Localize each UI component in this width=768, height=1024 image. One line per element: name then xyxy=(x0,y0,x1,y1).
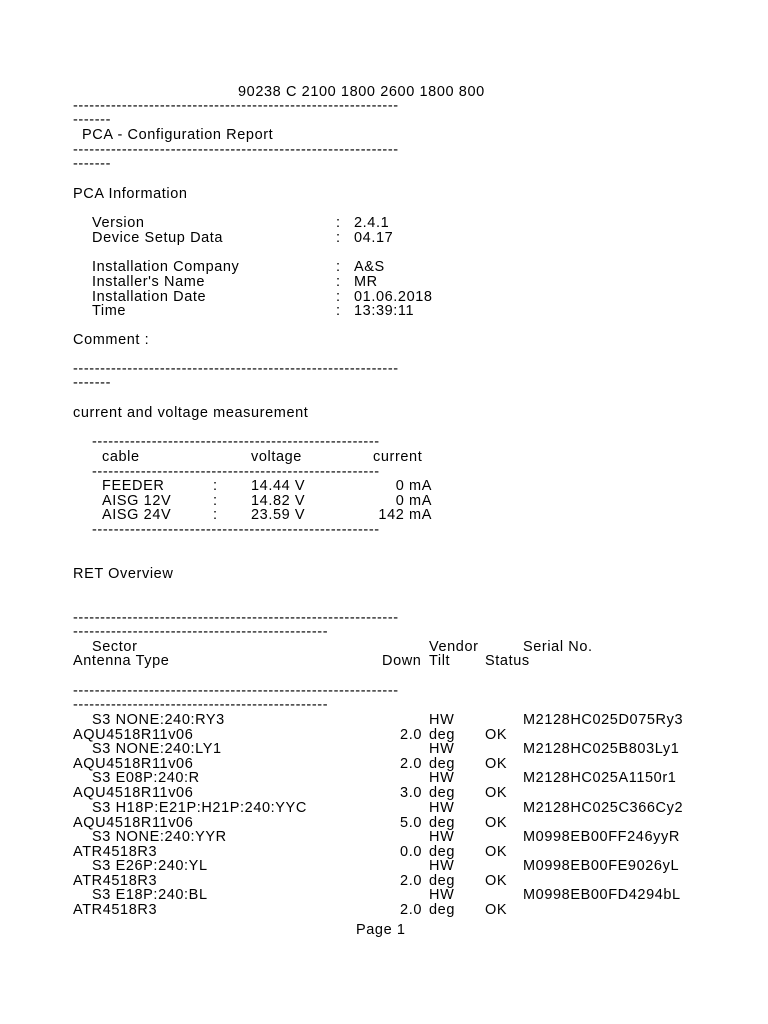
report-title: PCA - Configuration Report xyxy=(82,127,274,143)
tilt-unit: deg xyxy=(429,756,455,772)
voltage-value: 14.44 V xyxy=(251,478,306,494)
tilt-unit: deg xyxy=(429,902,455,918)
table-rule: ----------------------------------------------------- xyxy=(92,464,380,480)
voltage-value: 23.59 V xyxy=(251,507,306,523)
sector-name: S3 NONE:240:YYR xyxy=(92,829,227,845)
field-label: Time xyxy=(92,303,127,319)
field-label: Installation Date xyxy=(92,289,207,305)
sector-name: S3 E26P:240:YL xyxy=(92,858,208,874)
cell-separator: : xyxy=(213,507,218,523)
down-tilt-value: 0.0 xyxy=(400,844,422,860)
cable-name: AISG 12V xyxy=(102,493,172,509)
column-header-cable: cable xyxy=(102,449,140,465)
rule-tail: ----------------------------------------------- xyxy=(73,624,329,640)
serial-number: M2128HC025A1150r1 xyxy=(523,770,677,786)
antenna-type: ATR4518R3 xyxy=(73,844,158,860)
vendor-name: HW xyxy=(429,741,455,757)
field-label: Installer's Name xyxy=(92,274,206,290)
page-number: Page 1 xyxy=(356,922,406,938)
table-rule: ----------------------------------------------------- xyxy=(92,522,380,538)
status-value: OK xyxy=(485,785,508,801)
rule: ------------------------------------------------------------ xyxy=(73,610,399,626)
rule: ------------------------------------------------------------ xyxy=(73,142,399,158)
cell-separator: : xyxy=(213,493,218,509)
status-value: OK xyxy=(485,727,508,743)
document-title-line: 90238 C 2100 1800 2600 1800 800 xyxy=(238,84,485,100)
column-header-serial: Serial No. xyxy=(523,639,593,655)
antenna-type: AQU4518R11v06 xyxy=(73,727,194,743)
serial-number: M2128HC025D075Ry3 xyxy=(523,712,684,728)
field-value: 13:39:11 xyxy=(354,303,415,319)
rule: ------------------------------------------------------------ xyxy=(73,683,399,699)
serial-number: M2128HC025B803Ly1 xyxy=(523,741,680,757)
field-label: Device Setup Data xyxy=(92,230,224,246)
column-header-vendor: Vendor xyxy=(429,639,479,655)
field-label: Installation Company xyxy=(92,259,240,275)
serial-number: M2128HC025C366Cy2 xyxy=(523,800,684,816)
rule-tail: ------- xyxy=(73,112,112,128)
vendor-name: HW xyxy=(429,770,455,786)
vendor-name: HW xyxy=(429,887,455,903)
sector-name: S3 NONE:240:LY1 xyxy=(92,741,222,757)
field-value: 04.17 xyxy=(354,230,394,246)
column-header-antenna: Antenna Type xyxy=(73,653,170,669)
field-label: Version xyxy=(92,215,145,231)
rule-tail: ------- xyxy=(73,156,112,172)
sector-name: S3 E08P:240:R xyxy=(92,770,200,786)
tilt-unit: deg xyxy=(429,815,455,831)
status-value: OK xyxy=(485,873,508,889)
field-separator: : xyxy=(336,303,341,319)
vendor-name: HW xyxy=(429,829,455,845)
column-header-down: Down xyxy=(382,653,422,669)
antenna-type: AQU4518R11v06 xyxy=(73,756,194,772)
rule: ------------------------------------------------------------ xyxy=(73,361,399,377)
field-separator: : xyxy=(336,259,341,275)
field-separator: : xyxy=(336,230,341,246)
tilt-unit: deg xyxy=(429,727,455,743)
status-value: OK xyxy=(485,815,508,831)
field-value: MR xyxy=(354,274,378,290)
down-tilt-value: 5.0 xyxy=(400,815,422,831)
field-value: 2.4.1 xyxy=(354,215,390,231)
antenna-type: ATR4518R3 xyxy=(73,873,158,889)
down-tilt-value: 3.0 xyxy=(400,785,422,801)
serial-number: M0998EB00FF246yyR xyxy=(523,829,680,845)
tilt-unit: deg xyxy=(429,873,455,889)
sector-name: S3 H18P:E21P:H21P:240:YYC xyxy=(92,800,307,816)
status-value: OK xyxy=(485,902,508,918)
rule-tail: ------- xyxy=(73,375,112,391)
current-value: 0 mA xyxy=(395,493,432,509)
vendor-name: HW xyxy=(429,712,455,728)
column-header-status: Status xyxy=(485,653,530,669)
antenna-type: AQU4518R11v06 xyxy=(73,785,194,801)
field-separator: : xyxy=(336,274,341,290)
cable-name: AISG 24V xyxy=(102,507,172,523)
measurement-heading: current and voltage measurement xyxy=(73,405,309,421)
comment-label: Comment : xyxy=(73,332,150,348)
sector-name: S3 E18P:240:BL xyxy=(92,887,208,903)
down-tilt-value: 2.0 xyxy=(400,873,422,889)
cable-name: FEEDER xyxy=(102,478,165,494)
status-value: OK xyxy=(485,756,508,772)
antenna-type: AQU4518R11v06 xyxy=(73,815,194,831)
column-header-current: current xyxy=(373,449,423,465)
column-header-voltage: voltage xyxy=(251,449,302,465)
field-separator: : xyxy=(336,289,341,305)
antenna-type: ATR4518R3 xyxy=(73,902,158,918)
cell-separator: : xyxy=(213,478,218,494)
serial-number: M0998EB00FD4294bL xyxy=(523,887,681,903)
field-separator: : xyxy=(336,215,341,231)
current-value: 142 mA xyxy=(378,507,432,523)
vendor-name: HW xyxy=(429,800,455,816)
tilt-unit: deg xyxy=(429,844,455,860)
ret-heading: RET Overview xyxy=(73,566,174,582)
serial-number: M0998EB00FE9026yL xyxy=(523,858,680,874)
down-tilt-value: 2.0 xyxy=(400,756,422,772)
column-header-tilt: Tilt xyxy=(429,653,451,669)
current-value: 0 mA xyxy=(395,478,432,494)
down-tilt-value: 2.0 xyxy=(400,902,422,918)
rule: ------------------------------------------------------------ xyxy=(73,98,399,114)
column-header-sector: Sector xyxy=(92,639,138,655)
pca-info-heading: PCA Information xyxy=(73,186,188,202)
rule-tail: ----------------------------------------------- xyxy=(73,697,329,713)
voltage-value: 14.82 V xyxy=(251,493,306,509)
down-tilt-value: 2.0 xyxy=(400,727,422,743)
status-value: OK xyxy=(485,844,508,860)
field-value: A&S xyxy=(354,259,385,275)
sector-name: S3 NONE:240:RY3 xyxy=(92,712,225,728)
vendor-name: HW xyxy=(429,858,455,874)
tilt-unit: deg xyxy=(429,785,455,801)
field-value: 01.06.2018 xyxy=(354,289,433,305)
table-rule: ----------------------------------------------------- xyxy=(92,434,380,450)
